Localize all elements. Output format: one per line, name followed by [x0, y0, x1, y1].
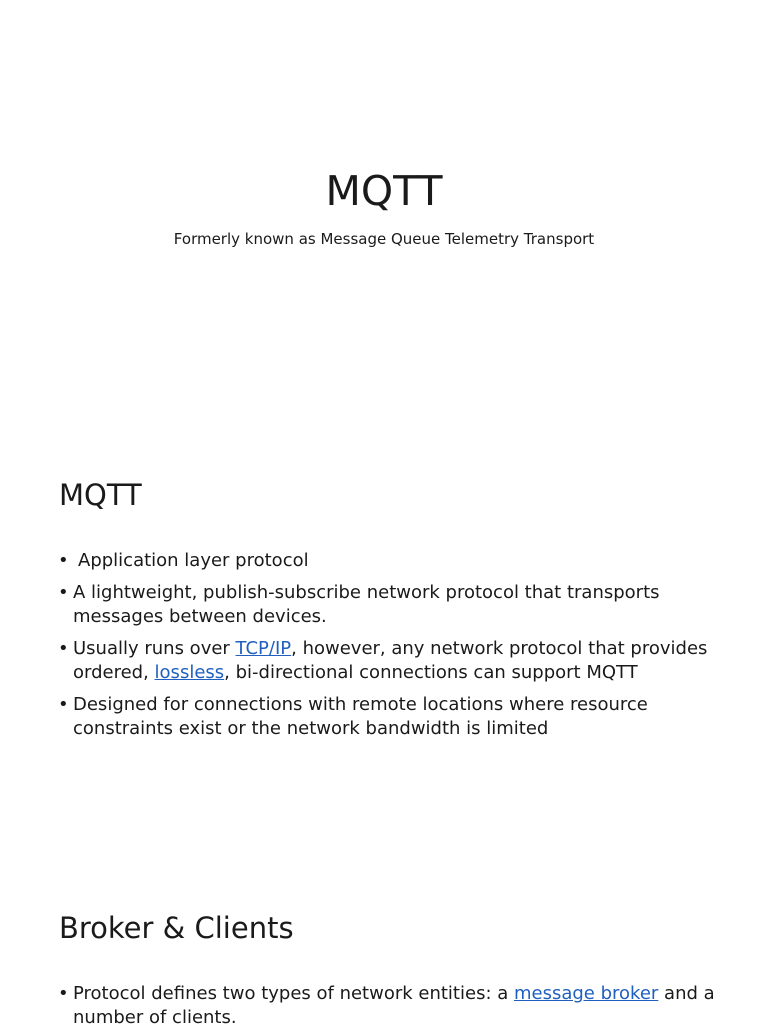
bullet-text: A lightweight, publish-subscribe network protocol that transports messages between devices.	[73, 582, 660, 627]
bullet-text-part: Usually runs over	[73, 638, 236, 659]
bullet-text: Application layer protocol	[78, 550, 309, 571]
bullet-text-part: and a number of clients.	[73, 983, 715, 1024]
lossless-link[interactable]: lossless	[154, 662, 225, 683]
bullet-dot: •	[58, 983, 69, 1004]
bullet-dot: •	[58, 694, 69, 715]
message-broker-link[interactable]: message broker	[513, 983, 659, 1004]
title-slide	[0, 0, 768, 432]
list-item	[58, 549, 718, 573]
tcp-ip-link[interactable]: TCP/IP	[235, 638, 292, 659]
bullet-text-part: , however, any network protocol that provides ordered,	[73, 638, 708, 683]
bullet-list	[58, 982, 718, 1024]
broker-clients-slide	[0, 864, 768, 1024]
bullet-dot: •	[58, 582, 69, 603]
list-item	[58, 637, 718, 685]
bullet-dot: •	[58, 638, 69, 659]
list-item	[58, 982, 718, 1024]
bullet-dot: •	[58, 550, 69, 571]
bullet-list	[58, 549, 718, 749]
mqtt-overview-slide	[0, 432, 768, 864]
bullet-text-part: Protocol defines two types of network entities: a	[73, 983, 514, 1004]
presentation-subtitle: Formerly known as Message Queue Telemetry Transport	[173, 230, 595, 248]
bullet-text: Designed for connections with remote locations where resource constraints exist or the network bandwidth is limited	[73, 694, 648, 739]
list-item	[58, 693, 718, 741]
slide-heading: Broker & Clients	[59, 911, 294, 945]
list-item	[58, 581, 718, 629]
bullet-text-part: , bi-directional connections can support MQTT	[224, 662, 638, 683]
presentation-title: MQTT	[325, 167, 443, 215]
slide-heading: MQTT	[59, 478, 142, 512]
